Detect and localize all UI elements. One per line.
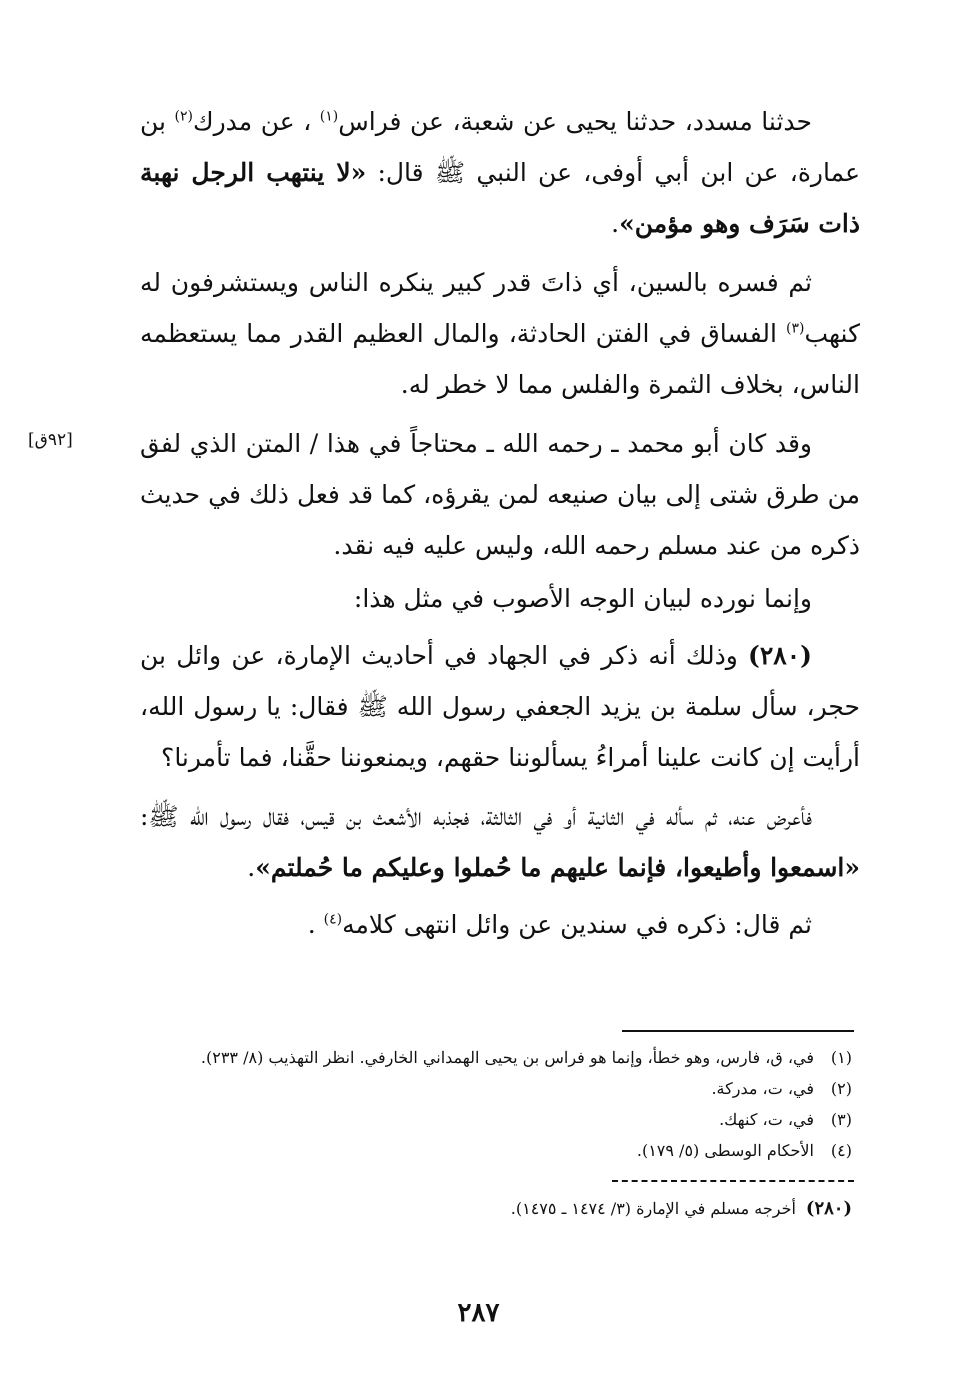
hadith-number: (٢٨٠) [748, 641, 812, 670]
hadith-note-number: (٢٨٠) [805, 1198, 852, 1219]
punctuation-2: . [247, 853, 256, 882]
footnote-ref-2[interactable]: (٢) [174, 108, 193, 125]
isnad-text-3: بن عمارة، عن ابن أبي أوفى، عن النبي ﷺ قال: [140, 107, 860, 187]
explanation-text-2: الفساق في الفتن الحادثة، والمال العظيم القدر مما يستعظمه الناس، بخلاف الثمرة والفلس مما لا خطر له. [140, 319, 860, 399]
footnote-ref-1[interactable]: (١) [319, 108, 339, 125]
manuscript-folio-note: [٩٢ق] [28, 430, 73, 450]
footnote-text: في، ق، فارس، وهو خطأ، وإنما هو فراس بن يحيى الهمداني الخارفي. انظر التهذيب (٨/ ٢٣٣). [200, 1048, 814, 1067]
footnote-text: في، ت، كنهك. [719, 1110, 814, 1129]
footnote-2 [180, 1073, 852, 1104]
footnote-text: في، ت، مدركة. [711, 1079, 814, 1098]
paragraph-hadith-280 [140, 630, 860, 783]
punctuation-3: . [307, 910, 324, 939]
hadith-quote: «لا ينتهب الرجل نهبة ذات سَرَف وهو مؤمن» [140, 158, 860, 238]
main-text [140, 96, 860, 950]
paragraph-isnad [140, 96, 860, 249]
isnad-text: حدثنا مسدد، حدثنا يحيى عن شعبة، عن فراس [338, 107, 812, 136]
hadith-text: وذلك أنه ذكر في الجهاد في أحاديث الإمارة، عن وائل بن حجر، سأل سلمة بن يزيد الجعفي رسول الله ﷺ فقال: يا رسول الله، أرأيت إن كانت علينا أمراءُ يسألوننا حقهم، ويمنعوننا حقَّنا، فما تأمرنا؟ [140, 641, 860, 772]
footnote-number: (٢) [830, 1079, 852, 1098]
footnote-number: (١) [830, 1048, 852, 1067]
paragraph-explanation [140, 257, 860, 410]
explanation-text: ثم فسره بالسين، أي ذاتَ قدر كبير ينكره الناس ويستشرفون له كنهب [140, 268, 860, 348]
paragraph-closing [140, 899, 860, 950]
page-number: ٢٨٧ [457, 1298, 500, 1328]
paragraph-continuation [140, 791, 860, 893]
hadith-quote-2: «اسمعوا وأطيعوا، فإنما عليهم ما حُملوا وعليكم ما حُملتم» [255, 853, 860, 882]
isnad-text-2: ، عن مدرك [193, 107, 320, 136]
closing-text: ثم قال: ذكره في سندين عن وائل انتهى كلامه [342, 910, 812, 939]
footnote-4 [180, 1135, 852, 1166]
hadith-note-divider [612, 1180, 854, 1182]
footnote-1 [180, 1042, 852, 1073]
footnote-number: (٤) [830, 1141, 852, 1160]
footnote-3 [180, 1104, 852, 1135]
footnotes [180, 1042, 852, 1166]
continuation-text: فأعرض عنه، ثم سأله في الثانية أو في الثالثة، فجذبه الأشعث بن قيس، فقال رسول الله ﷺ: [140, 802, 812, 831]
footnote-text: الأحكام الوسطى (٥/ ١٧٩). [636, 1141, 814, 1160]
hadith-source-note [180, 1194, 852, 1224]
hadith-note-text: أخرجه مسلم في الإمارة (٣/ ١٤٧٤ ـ ١٤٧٥). [510, 1199, 796, 1218]
footnote-ref-4[interactable]: (٤) [323, 911, 343, 928]
paragraph-intro: وإنما نورده لبيان الوجه الأصوب في مثل هذا: [353, 584, 812, 613]
paragraph-commentary: وقد كان أبو محمد ـ رحمه الله ـ محتاجاً في هذا / المتن الذي لفق من طرق شتى إلى بيان صنيعه لمن يقرؤه، كما قد فعل ذلك في حديث ذكره من عند مسلم رحمه الله، وليس عليه فيه نقد. [140, 429, 860, 560]
footnote-ref-3[interactable]: (٣) [786, 320, 805, 337]
footnote-divider [622, 1030, 854, 1032]
punctuation: . [611, 209, 620, 238]
footnote-number: (٣) [830, 1110, 852, 1129]
